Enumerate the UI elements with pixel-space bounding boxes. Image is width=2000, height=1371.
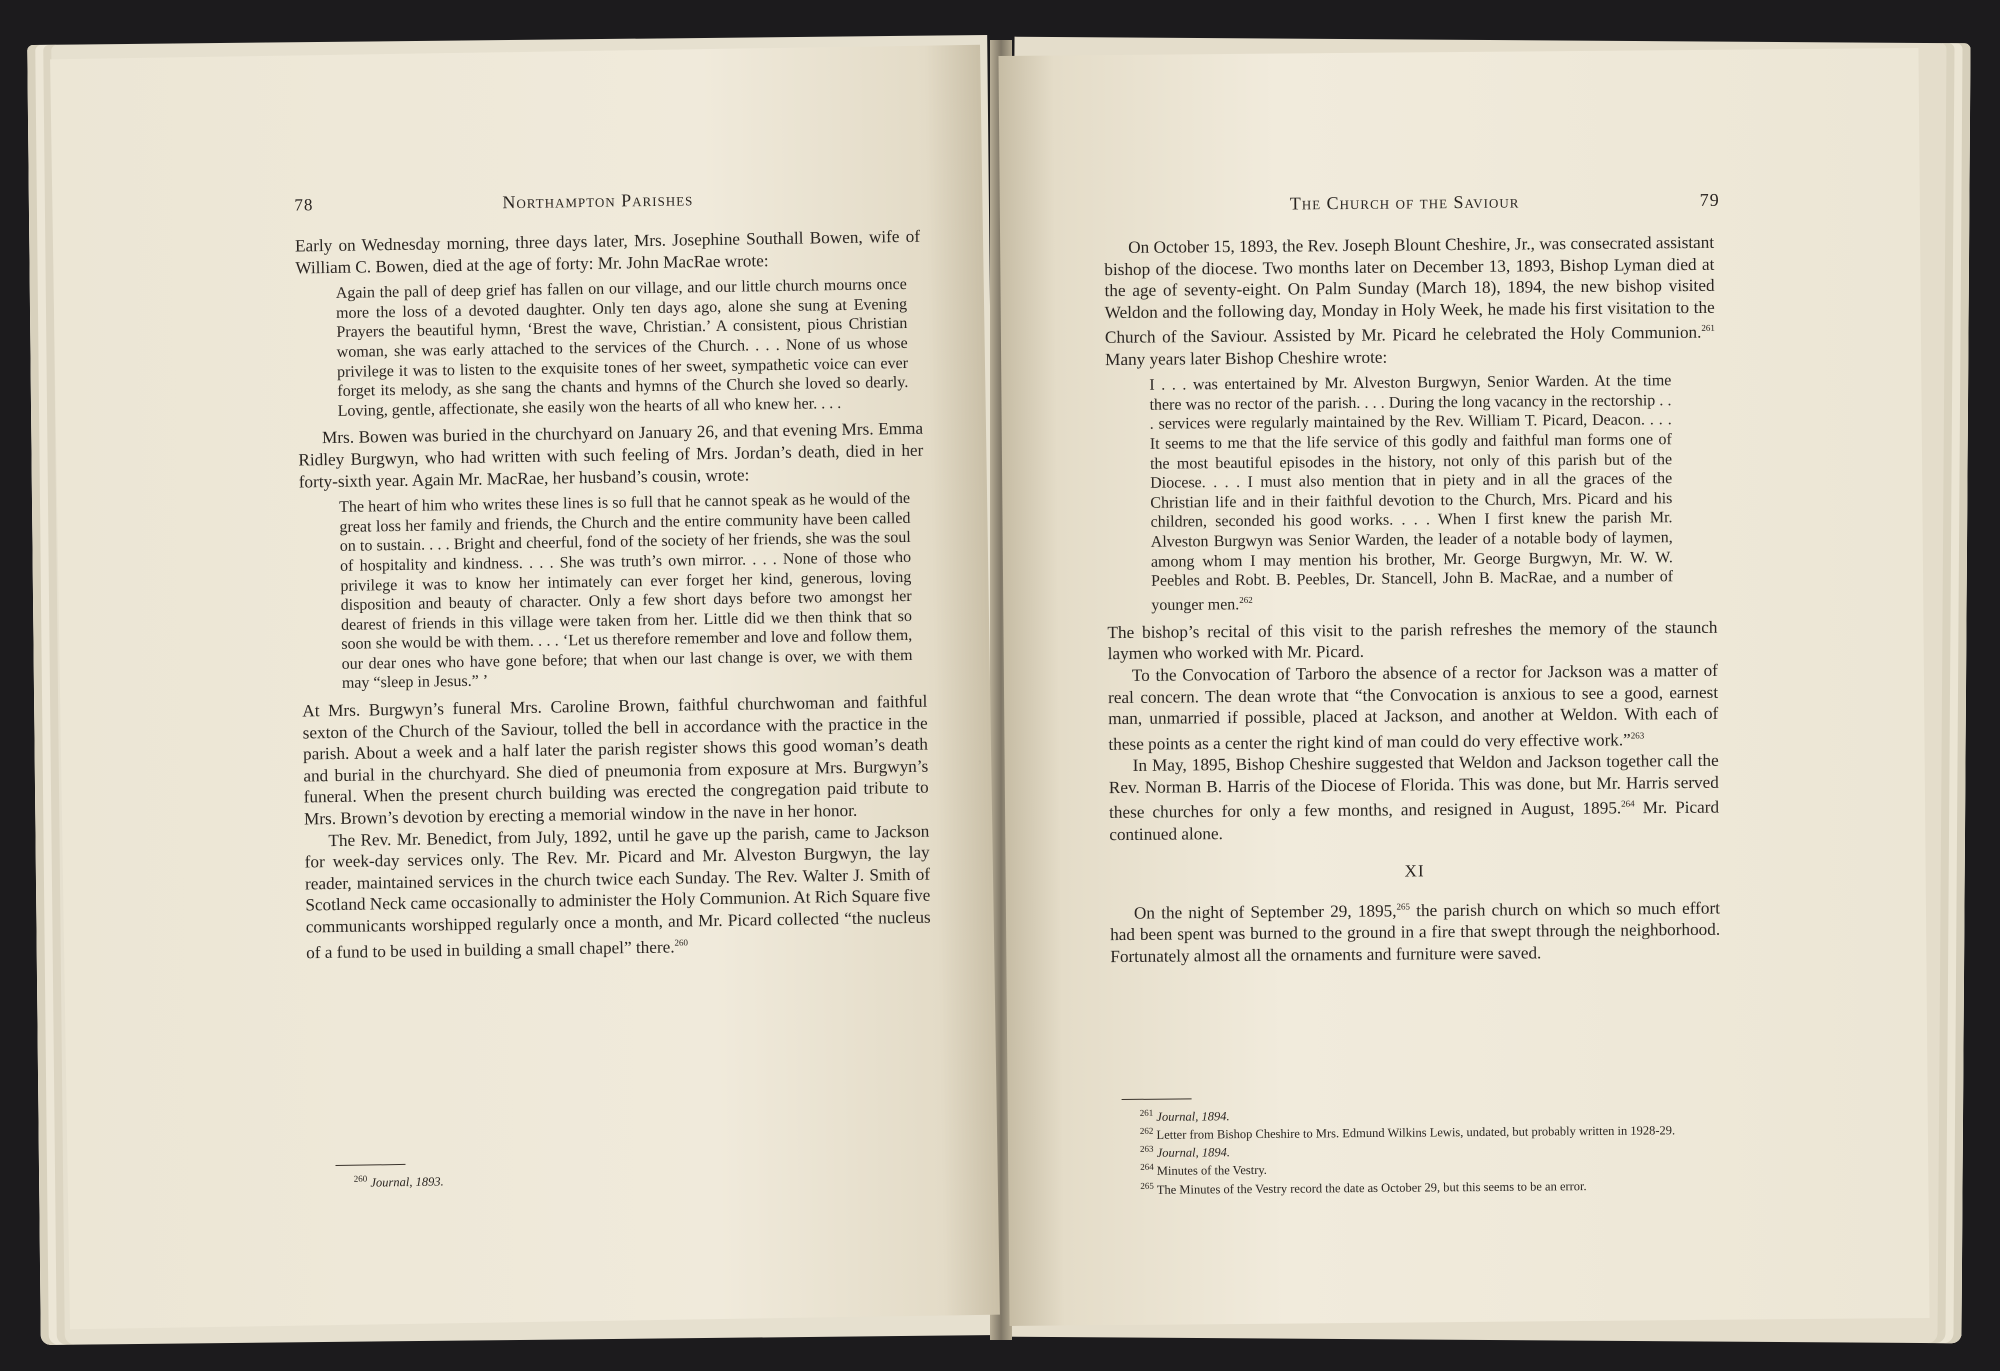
right-page-number: 79 [1699, 189, 1720, 210]
right-paragraph-4 [1109, 750, 1720, 845]
footnote-text: The Minutes of the Vestry record the date as October 29, but this seems to be an error. [1156, 1178, 1587, 1197]
left-block-quote-1: Again the pall of deep grief has fallen on our village, and our little church mourns once more the loss of a devoted daughter. Only ten days ago, alone she sung at Evening Prayers the beautiful hymn, ‘Brest the wave, Christian.’ A consistent, pious Christian woman, she was early attached to the services of the Church. . . . None of us whose privilege it was to listen to the exquisite tones of her sweet, sympathetic voice can ever forget its melody, as she sang the chants and hymns of the Church she loved so dearly. Loving, gentle, affectionate, she easily won the hearts of all who knew her. . . . [335, 276, 909, 420]
right-paragraph-3-text: To the Convocation of Tarboro the absence of a rector for Jackson was a matter of real concern. The dean wrote that “the Convocation is anxious to see a good, earnest man, unmarried if possible, placed at Jackson, and another at Weldon. With each of these points as a center the right kind of man could do very effective work.” [1107, 660, 1719, 754]
right-page [998, 48, 1929, 1326]
left-paragraph-4-text: The Rev. Mr. Benedict, from July, 1892, until he gave up the parish, came to Jackson for week-day services only. The Rev. Mr. Picard and Mr. Alveston Burgwyn, the lay reader, maintained services in the church twice each Sunday. The Rev. Walter J. Smith of Scotland Neck came occasionally to administer the Holy Communion. At Rich Square five communicants worshipped regularly once a month, and Mr. Picard collected “the nucleus of a fund to be used in building a small chapel” there. [304, 821, 931, 962]
footnote-number: 262 [1139, 1125, 1154, 1137]
right-paragraph-4-text: In May, 1895, Bishop Cheshire suggested that Weldon and Jackson together call the Rev. Norman B. Harris of the Diocese of Florida. This was done, but Mr. Harris served these churches for only a few months, and resigned in August, 1895. [1108, 750, 1719, 823]
footnote-rule [335, 1164, 405, 1166]
footnote-text: Journal, 1894. [1156, 1145, 1231, 1161]
right-paragraph-5-b: the parish church on which so much effort had been spent was burned to the ground in a fire that swept through the neighborhood. Fortunately almost all the ornaments and furniture were saved. [1110, 898, 1721, 966]
right-paragraph-2: The bishop’s recital of this visit to the parish refreshes the memory of the staunch laymen who worked with Mr. Picard. [1107, 617, 1718, 664]
right-paragraph-4-tail: Mr. Picard continued alone. [1109, 797, 1720, 844]
right-footnotes [1111, 1060, 1732, 1197]
right-paragraph-3 [1108, 660, 1719, 755]
footnote-number: 263 [1139, 1144, 1154, 1155]
left-page [50, 45, 1000, 1329]
footnote-ref-264: 264 [1621, 798, 1635, 809]
right-paragraph-1-tail: Many years later Bishop Cheshire wrote: [1105, 347, 1388, 369]
left-intro-paragraph: Early on Wednesday morning, three days later, Mrs. Josephine Southall Bowen, wife of William C. Bowen, died at the age of forty: Mr. John MacRae wrote: [294, 226, 921, 278]
right-paragraph-1-text: On October 15, 1893, the Rev. Joseph Blount Cheshire, Jr., was consecrated assistant bishop of the diocese. Two months later on December 13, 1893, Bishop Lyman died at the age of seventy-eight. On Palm Sunday (March 18), 1894, the new bishop visited Weldon and the following day, Monday in Holy Week, he made his first visitation to the Church of the Saviour. Assisted by Mr. Picard he celebrated the Holy Communion. [1104, 232, 1715, 348]
left-page-number: 78 [294, 195, 314, 215]
right-page-body [1104, 232, 1720, 968]
footnote-text: Journal, 1893. [370, 1174, 444, 1190]
footnote-ref-262: 262 [1239, 594, 1253, 605]
footnote-ref-260: 260 [674, 937, 689, 948]
footnote-text: Minutes of the Vestry. [1156, 1163, 1267, 1179]
left-paragraph-4 [304, 820, 931, 963]
right-paragraph-1 [1104, 232, 1715, 371]
left-running-head: Northampton Parishes [502, 189, 694, 213]
left-paragraph-2: Mrs. Bowen was buried in the churchyard on January 26, and that evening Mrs. Emma Ridley Burgwyn, who had written with such feeling of Mrs. Jordan’s death, died in her forty-sixth year. Again Mr. MacRae, her husband’s cousin, wrote: [298, 419, 924, 492]
footnote-ref-265: 265 [1396, 901, 1411, 912]
footnote-ref-261: 261 [1701, 323, 1715, 334]
footnote-rule [1122, 1098, 1192, 1100]
right-block-quote [1149, 371, 1673, 615]
footnote-number: 261 [1139, 1107, 1154, 1118]
left-paragraph-3: At Mrs. Burgwyn’s funeral Mrs. Caroline Brown, faithful churchwoman and faithful sexton of the Church of the Saviour, tolled the bell in accordance with the practice in the parish. About a week and a half later the parish register shows this good woman’s death and burial in the churchyard. She died of pneumonia from exposure at Mrs. Burgwyn’s funeral. When the present church building was erected the congregation paid tribute to Mrs. Brown’s devotion by erecting a memorial window in the nave in her honor. [302, 691, 929, 829]
right-running-head: The Church of the Saviour [1289, 191, 1520, 214]
footnote-number: 264 [1140, 1162, 1154, 1173]
section-heading: XI [1404, 861, 1425, 881]
right-paragraph-5-a: On the night of September 29, 1895, [1133, 901, 1397, 923]
left-footnotes [325, 1125, 726, 1190]
footnote-number: 265 [1140, 1180, 1154, 1191]
left-block-quote-2: The heart of him who writes these lines is so full that he cannot speak as he would of the great loss her family and friends, the Church and the entire community have been called on to sustain. . . . Bright and cheerful, fond of the society of her friends, she was the soul of hospitality and kindness. . . . She was truth’s own mirror. . . . None of those who privilege it was to know her intimately can ever forget her kind, generous, loving disposition and beauty of character. Only a few short days before two amongst her dearest of friends in this village were taken from her. Little did we then think that so soon she would be with them. . . . ‘Let us therefore remember and love and follow them, our dear ones who have gone before; that when our last change is over, we with them may “sleep in Jesus.” ’ [339, 490, 913, 693]
footnote-number: 260 [353, 1173, 368, 1184]
footnote-260 [354, 1166, 726, 1190]
footnote-ref-263: 263 [1630, 730, 1645, 741]
right-paragraph-5 [1110, 894, 1721, 968]
left-page-body [295, 226, 931, 964]
right-block-quote-text: I . . . was entertained by Mr. Alveston Burgwyn, Senior Warden. At the time there was no rector of the parish. . . . During the long vacancy in the rectorship . . . services were regularly maintained by the Rev. William T. Picard, Deacon. . . . It seems to me that the life service of this godly and faithful man forms one of the most beautiful episodes in the history, not only of this parish but of the Diocese. . . . I must also mention that in piety and in all the graces of the Christian life and in their faithful devotion to the Church, Mrs. Picard and his children, seconded his good works. . . . When I first knew the parish Mr. Alveston Burgwyn was Senior Warden, the leader of a notable body of laymen, among whom I may mention his brother, Mr. George Burgwyn, Mr. W. W. Peebles and Robt. B. Peebles, Dr. Stancell, John B. MacRae, and a number of younger men. [1149, 372, 1674, 614]
footnote-text: Journal, 1894. [1156, 1109, 1230, 1124]
footnote-text: Letter from Bishop Cheshire to Mrs. Edmund Wilkins Lewis, undated, but probably written in 1928-29. [1156, 1123, 1676, 1143]
